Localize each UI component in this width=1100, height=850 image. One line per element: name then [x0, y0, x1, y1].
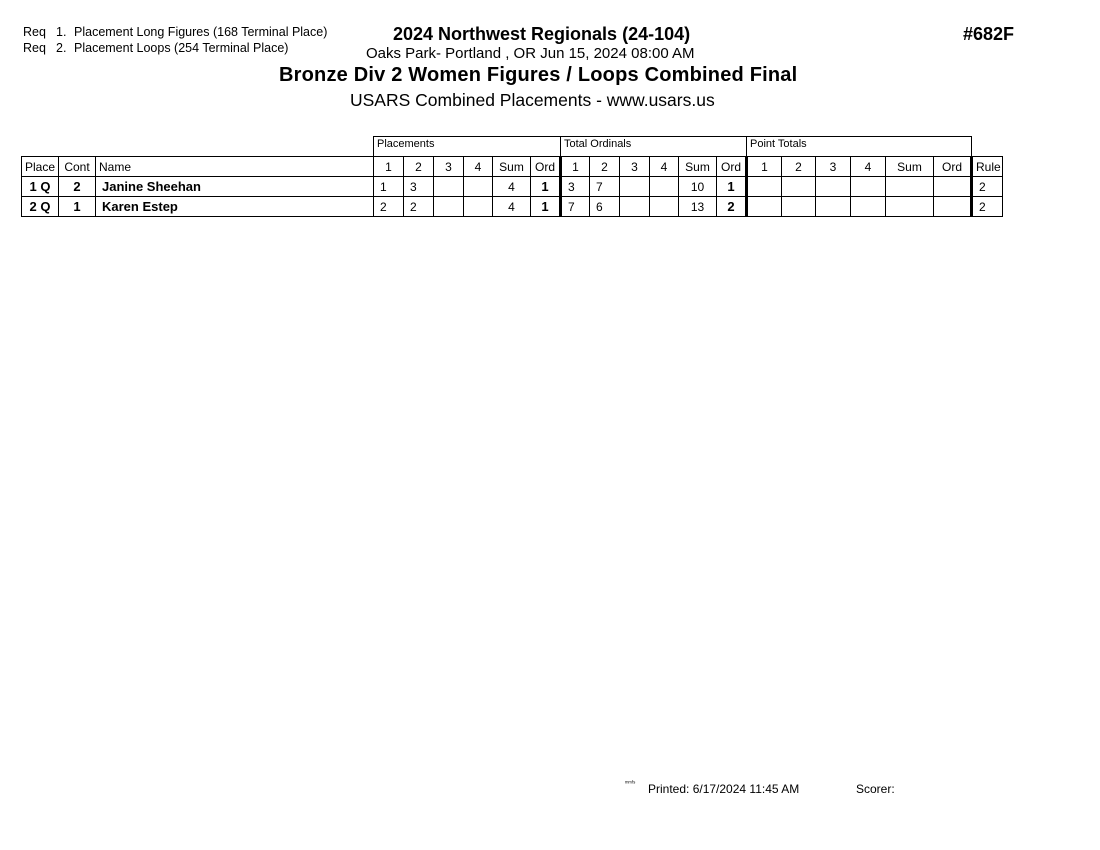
req-text: Placement Loops (254 Terminal Place)	[74, 41, 289, 55]
placement-j2: 3	[404, 177, 434, 197]
points-j1	[747, 177, 782, 197]
points-ord	[934, 197, 972, 217]
col-ordinals-j4: 4	[650, 157, 679, 177]
col-placements-sum: Sum	[493, 157, 531, 177]
points-sum	[886, 177, 934, 197]
req-prefix: Req	[23, 41, 46, 55]
competition-title: Bronze Div 2 Women Figures / Loops Combined Final	[279, 64, 798, 86]
points-sum	[886, 197, 934, 217]
col-points-ord: Ord	[934, 157, 972, 177]
group-total-ordinals: Total Ordinals	[561, 137, 747, 157]
event-title: 2024 Northwest Regionals (24-104)	[393, 24, 691, 44]
ordinal-j2: 7	[590, 177, 620, 197]
place-cell: 2 Q	[22, 197, 59, 217]
ordinal-ord: 2	[717, 197, 747, 217]
ordinal-ord: 1	[717, 177, 747, 197]
col-rule: Rule	[972, 157, 1003, 177]
ordinal-j3	[620, 177, 650, 197]
col-placements-j3: 3	[434, 157, 464, 177]
footer-printed: Printed: 6/17/2024 11:45 AM	[648, 782, 800, 796]
points-j1	[747, 197, 782, 217]
col-placements-j2: 2	[404, 157, 434, 177]
col-points-j2: 2	[782, 157, 816, 177]
placement-j3	[434, 197, 464, 217]
skater-name: Janine Sheehan	[96, 177, 374, 197]
col-name: Name	[96, 157, 374, 177]
requirement-1	[23, 25, 327, 39]
ordinal-j3	[620, 197, 650, 217]
col-placements-ord: Ord	[531, 157, 561, 177]
ordinal-j2: 6	[590, 197, 620, 217]
placement-ord: 1	[531, 197, 561, 217]
skater-name: Karen Estep	[96, 197, 374, 217]
footer-scorer: Scorer:	[856, 782, 895, 796]
col-points-j4: 4	[851, 157, 886, 177]
req-prefix: Req	[23, 25, 46, 39]
points-j4	[851, 197, 886, 217]
col-cont: Cont	[59, 157, 96, 177]
column-header-row	[22, 157, 1003, 177]
col-ordinals-j2: 2	[590, 157, 620, 177]
group-placements: Placements	[374, 137, 561, 157]
col-points-j3: 3	[816, 157, 851, 177]
col-placements-j4: 4	[464, 157, 493, 177]
placement-j1: 2	[374, 197, 404, 217]
placement-j2: 2	[404, 197, 434, 217]
ordinal-sum: 13	[679, 197, 717, 217]
table-row	[22, 177, 1003, 197]
ordinal-j4	[650, 197, 679, 217]
place-cell: 1 Q	[22, 177, 59, 197]
col-ordinals-ord: Ord	[717, 157, 747, 177]
placement-j4	[464, 197, 493, 217]
placement-sum: 4	[493, 177, 531, 197]
points-j3	[816, 197, 851, 217]
points-ord	[934, 177, 972, 197]
req-number: 2.	[56, 41, 67, 55]
ordinal-j1: 7	[561, 197, 590, 217]
footer-version-mark: ᵐᵐᶠˢ	[625, 781, 636, 787]
col-place: Place	[22, 157, 59, 177]
table-row	[22, 197, 1003, 217]
placement-ord: 1	[531, 177, 561, 197]
placement-j4	[464, 177, 493, 197]
cont-cell: 2	[59, 177, 96, 197]
col-points-sum: Sum	[886, 157, 934, 177]
requirement-2	[23, 41, 288, 55]
cont-cell: 1	[59, 197, 96, 217]
rule-cell: 2	[972, 177, 1003, 197]
points-j2	[782, 177, 816, 197]
group-point-totals: Point Totals	[747, 137, 972, 157]
placement-j1: 1	[374, 177, 404, 197]
col-points-j1: 1	[747, 157, 782, 177]
placement-sum: 4	[493, 197, 531, 217]
venue-line: Oaks Park- Portland , OR Jun 15, 2024 08:00 AM	[366, 45, 695, 62]
placement-j3	[434, 177, 464, 197]
points-j3	[816, 177, 851, 197]
results-table	[21, 136, 1003, 217]
req-number: 1.	[56, 25, 67, 39]
col-ordinals-j1: 1	[561, 157, 590, 177]
points-j4	[851, 177, 886, 197]
ordinal-j4	[650, 177, 679, 197]
ordinal-j1: 3	[561, 177, 590, 197]
group-header-row	[22, 137, 1003, 157]
subtitle-line: USARS Combined Placements - www.usars.us	[350, 90, 715, 110]
event-number: #682F	[963, 24, 1015, 44]
col-placements-j1: 1	[374, 157, 404, 177]
col-ordinals-j3: 3	[620, 157, 650, 177]
col-ordinals-sum: Sum	[679, 157, 717, 177]
rule-cell: 2	[972, 197, 1003, 217]
ordinal-sum: 10	[679, 177, 717, 197]
points-j2	[782, 197, 816, 217]
req-text: Placement Long Figures (168 Terminal Place)	[74, 25, 328, 39]
